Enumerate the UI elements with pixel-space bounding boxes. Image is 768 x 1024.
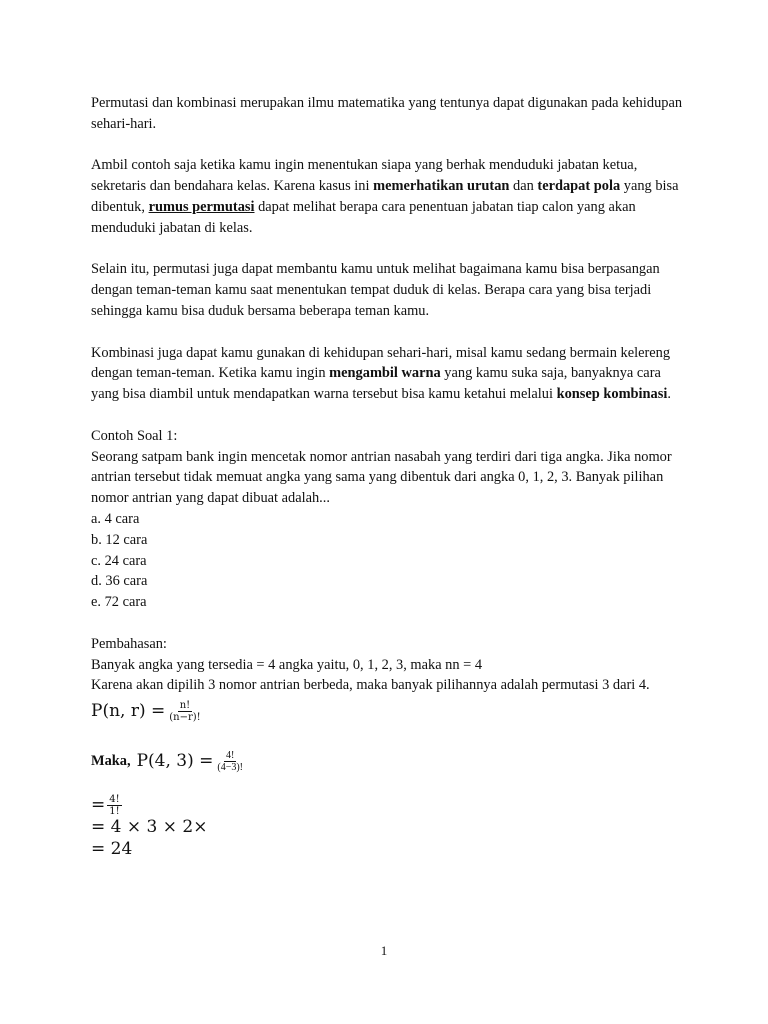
solution-line-1: Banyak angka yang tersedia = 4 angka yaitu, 0, 1, 2, 3, maka nn = 4 bbox=[91, 656, 483, 673]
problem-question: Seorang satpam bank ingin mencetak nomor antrian nasabah yang terdiri dari tiga angka. Jika nomor antrian tersebut tidak memuat angka yang sama yang dibentuk dari angka 0, 1, 2, 3. Banyak pilihan nomor antrian yang dapat dibuat adalah... bbox=[91, 448, 672, 507]
permutation-formula bbox=[91, 696, 691, 726]
option-d: d. 36 cara bbox=[91, 573, 148, 590]
text-span: . bbox=[667, 386, 671, 403]
paragraph-intro: Permutasi dan kombinasi merupakan ilmu matematika yang tentunya dapat digunakan pada kehidupan sehari-hari. bbox=[91, 95, 683, 132]
solution-title: Pembahasan: bbox=[91, 635, 167, 652]
maka-line bbox=[91, 746, 691, 776]
text-span: dapat melihat berapa cara penentuan jabatan tiap calon yang akan menduduki jabatan di kelas. bbox=[91, 198, 636, 236]
calculation-steps bbox=[91, 794, 691, 860]
link-rumus-permutasi[interactable]: rumus permutasi bbox=[148, 198, 255, 215]
option-e: e. 72 cara bbox=[91, 594, 147, 611]
text-span: yang bisa dibentuk, bbox=[91, 178, 679, 215]
option-c: c. 24 cara bbox=[91, 552, 147, 569]
example-problem bbox=[91, 426, 691, 613]
step-2: = 4 × 3 × 2× bbox=[91, 816, 208, 837]
text-span: Ambil contoh saja ketika kamu ingin menentukan siapa yang berhak menduduki jabatan ketua, sekretaris dan bendahara kelas. Karena kasus ini bbox=[91, 157, 638, 195]
option-b: b. 12 cara bbox=[91, 531, 148, 548]
maka-fraction bbox=[215, 750, 245, 773]
step-1-numerator: 4! bbox=[109, 793, 120, 805]
option-a: a. 4 cara bbox=[91, 510, 140, 527]
paragraph-seating: Selain itu, permutasi juga dapat membantu kamu untuk melihat bagaimana kamu bisa berpasangan dengan teman-teman kamu saat menentukan tempat duduk di kelas. Berapa cara yang bisa terjadi sehingga kamu bisa duduk bersama beberapa teman kamu. bbox=[91, 261, 660, 319]
step-1 bbox=[91, 794, 691, 816]
bold-terdapat-pola: terdapat pola bbox=[537, 178, 621, 195]
solution-line-2: Karena akan dipilih 3 nomor antrian berbeda, maka banyak pilihannya adalah permutasi 3 dari 4. bbox=[91, 677, 650, 694]
text-span: Kombinasi juga dapat kamu gunakan di kehidupan sehari-hari, misal kamu sedang bermain kelereng dengan teman-teman. Ketika kamu ingin bbox=[91, 344, 671, 382]
bold-memerhatikan-urutan: memerhatikan urutan bbox=[373, 178, 510, 195]
step-1-fraction bbox=[107, 794, 121, 817]
paragraph-combination bbox=[91, 343, 691, 405]
problem-title: Contoh Soal 1: bbox=[91, 427, 178, 444]
solution bbox=[91, 634, 691, 860]
bold-mengambil-warna: mengambil warna bbox=[329, 365, 441, 382]
maka-denominator: (4−3)! bbox=[217, 761, 244, 773]
formula-fraction bbox=[167, 700, 202, 723]
text-span: yang kamu suka saja, banyaknya cara yang bisa diambil untuk mendapatkan warna tersebut bisa kamu ketahui melalui bbox=[91, 365, 661, 403]
maka-lhs: P(4, 3) = bbox=[136, 750, 214, 771]
bold-konsep-kombinasi: konsep kombinasi bbox=[556, 386, 668, 403]
formula-denominator: (n−r)! bbox=[169, 711, 201, 723]
paragraph-permutation-example bbox=[91, 155, 691, 238]
document-body bbox=[91, 93, 691, 860]
step-1-denominator: 1! bbox=[109, 805, 120, 817]
maka-label: Maka, bbox=[91, 752, 131, 769]
step-3: = 24 bbox=[91, 838, 133, 859]
page-number: 1 bbox=[380, 943, 388, 958]
formula-numerator: n! bbox=[179, 699, 191, 711]
text-span: dan bbox=[509, 178, 538, 195]
formula-lhs: P(n, r) = bbox=[91, 700, 166, 721]
maka-numerator: 4! bbox=[226, 749, 235, 761]
step-1-equals: = bbox=[91, 794, 106, 815]
